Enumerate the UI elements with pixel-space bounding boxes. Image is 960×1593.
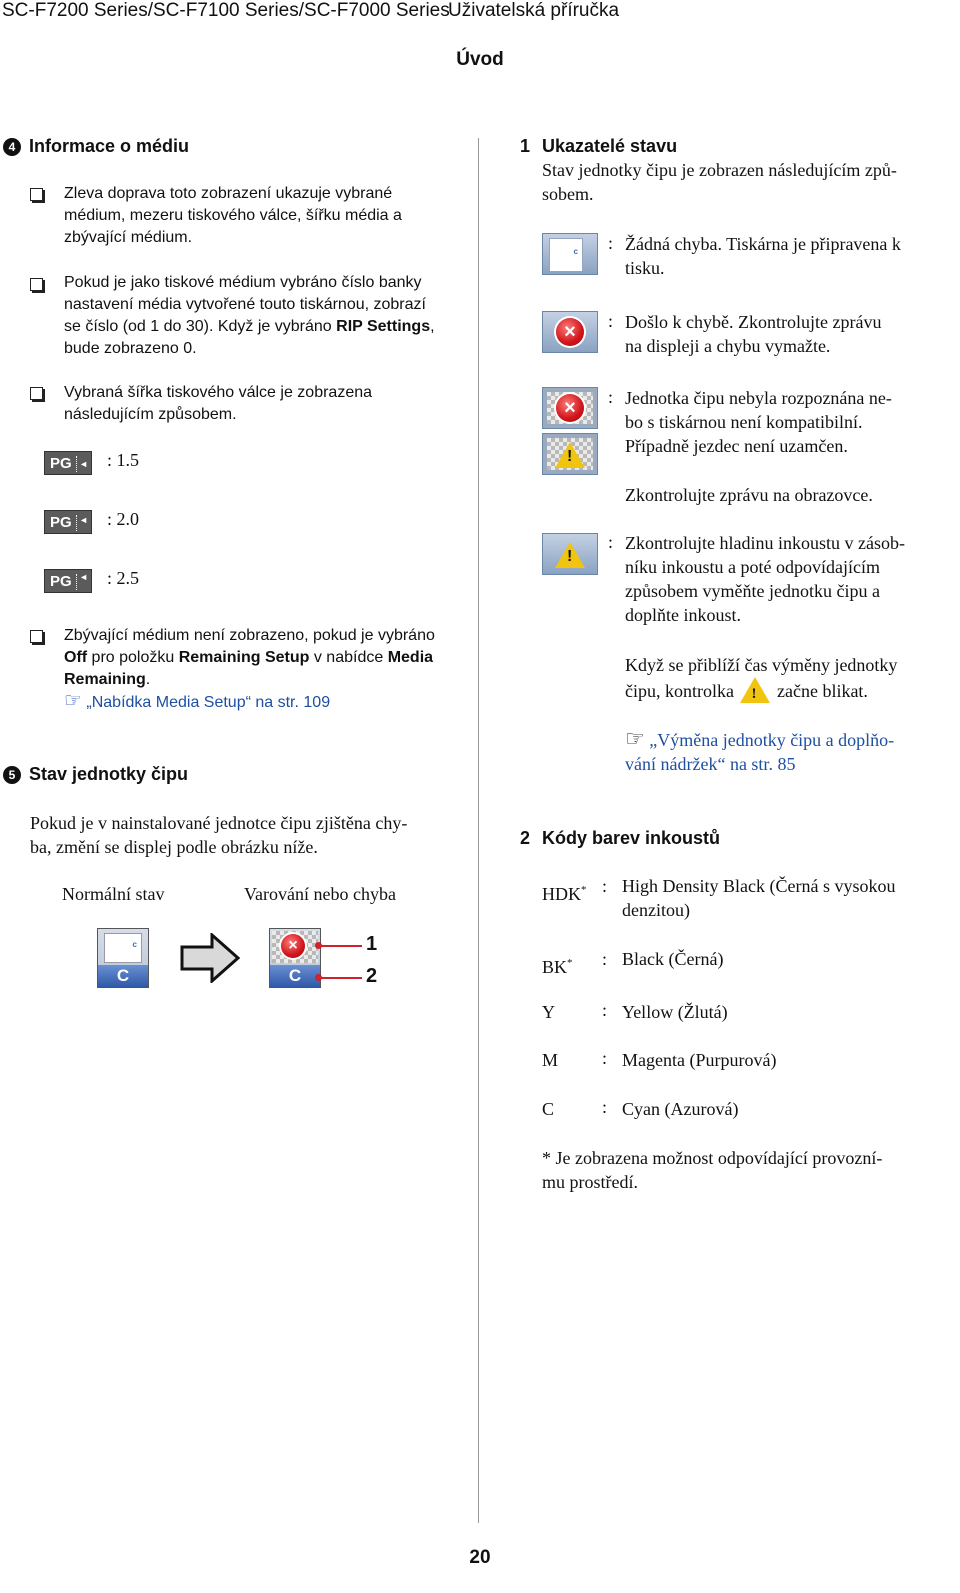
platen-gap-icon-1-5: PG ◄ bbox=[44, 451, 92, 475]
ink-colon: : bbox=[602, 876, 608, 896]
status-blink-note: Když se přiblíží čas výměny jednotky čipu, kontrolka ! začne blikat. bbox=[625, 655, 898, 702]
document-series-title: SC-F7200 Series/SC-F7100 Series/SC-F7000 Series bbox=[2, 0, 450, 21]
item-heading-media-info: Informace o médiu bbox=[29, 136, 190, 156]
platen-width-value-3: : 2.5 bbox=[107, 568, 140, 588]
status-desc-check-message: Zkontrolujte zprávu na obrazovce. bbox=[625, 485, 873, 505]
pointing-hand-icon: ☞ bbox=[64, 690, 82, 712]
bullet-checkbox-icon bbox=[30, 630, 43, 643]
link-media-setup-menu[interactable]: ☞ „Nabídka Media Setup“ na str. 109 bbox=[64, 690, 331, 712]
ink-colon: : bbox=[602, 1048, 608, 1068]
platen-gap-icon-2-0: PG ◄ bbox=[44, 510, 92, 534]
chip-ok-status-icon: c bbox=[542, 233, 598, 275]
ink-name-c: Cyan (Azurová) bbox=[622, 1099, 739, 1119]
bullet-text-bank-number: Pokud je jako tiskové médium vybráno číslo banky nastavení média vytvořené touto tiskárnou, zobrazí se číslo (od 1 do 30). Když je vybráno RIP Settings, bude zobrazeno 0. bbox=[64, 274, 435, 357]
status-colon: : bbox=[608, 387, 614, 407]
platen-gap-icon-2-5: PG ◄ bbox=[44, 569, 92, 593]
item-heading-chip-status: Stav jednotky čipu bbox=[29, 764, 189, 784]
chip-unrecognized-error-icon: × bbox=[542, 387, 598, 429]
ink-codes-section-number: 2 bbox=[520, 828, 531, 848]
item-number-5: 5 bbox=[3, 766, 21, 784]
status-desc-warning: Zkontrolujte hladinu inkoustu v zásob- níku inkoustu a poté odpovídajícím způsobem vyměňte jednotku čipu a doplňte inkoust. bbox=[625, 533, 905, 625]
ink-name-hdk: High Density Black (Černá s vysokou denzitou) bbox=[622, 876, 896, 920]
chip-error-status-icon: × bbox=[542, 311, 598, 353]
ink-name-m: Magenta (Purpurová) bbox=[622, 1050, 777, 1070]
bullet-checkbox-icon bbox=[30, 188, 43, 201]
ink-code-bk: BK* bbox=[542, 957, 573, 977]
status-colon: : bbox=[608, 311, 614, 331]
ink-colon: : bbox=[602, 1000, 608, 1020]
ink-code-c: C bbox=[542, 1099, 555, 1119]
status-colon: : bbox=[608, 532, 614, 552]
ink-name-bk: Black (Černá) bbox=[622, 949, 724, 969]
document-manual-title: Uživatelská příručka bbox=[448, 0, 620, 21]
column-divider bbox=[478, 138, 479, 1523]
callout-line-2 bbox=[318, 977, 362, 979]
ink-code-y: Y bbox=[542, 1002, 555, 1022]
label-warning-or-error: Varování nebo chyba bbox=[244, 884, 396, 904]
status-desc-error: Došlo k chybě. Zkontrolujte zprávu na displeji a chybu vymažte. bbox=[625, 312, 882, 356]
label-normal-state: Normální stav bbox=[62, 884, 165, 904]
transition-arrow-icon bbox=[180, 933, 240, 983]
chip-warning-status-icon: ! bbox=[542, 533, 598, 575]
page-number: 20 bbox=[469, 1547, 491, 1568]
chip-unit-error-icon: × C bbox=[269, 928, 321, 988]
status-colon: : bbox=[608, 233, 614, 253]
bullet-text-media-display: Zleva doprava toto zobrazení ukazuje vybrané médium, mezeru tiskového válce, šířku média a zbývající médium. bbox=[64, 185, 402, 246]
bullet-text-remaining-media: Zbývající médium není zobrazeno, pokud je vybráno Off pro položku Remaining Setup v nabídce Media Remaining. bbox=[64, 627, 435, 688]
callout-number-2: 2 bbox=[366, 965, 378, 987]
bullet-checkbox-icon bbox=[30, 278, 43, 291]
item-number-4: 4 bbox=[3, 138, 21, 156]
status-desc-not-recognized: Jednotka čipu nebyla rozpoznána ne- bo s tiskárnou není kompatibilní. Případně jezdec není uzamčen. bbox=[625, 388, 892, 456]
status-section-number: 1 bbox=[520, 136, 531, 156]
callout-line-1 bbox=[318, 945, 362, 947]
link-chip-replacement[interactable]: ☞ „Výměna jednotky čipu a doplňo- vání nádržek“ na str. 85 bbox=[625, 726, 895, 774]
chip-unrecognized-warning-icon: ! bbox=[542, 433, 598, 475]
bullet-text-platen-width: Vybraná šířka tiskového válce je zobrazena následujícím způsobem. bbox=[64, 384, 373, 423]
ink-code-hdk: HDK* bbox=[542, 884, 587, 904]
callout-number-1: 1 bbox=[366, 933, 378, 955]
platen-width-value-1: : 1.5 bbox=[107, 450, 140, 470]
section-title: Úvod bbox=[456, 49, 504, 70]
chip-unit-normal-icon: c C bbox=[97, 928, 149, 988]
status-section-heading: Ukazatelé stavu bbox=[542, 136, 678, 156]
ink-name-y: Yellow (Žlutá) bbox=[622, 1002, 728, 1022]
status-desc-no-error: Žádná chyba. Tiskárna je připravena k tisku. bbox=[625, 234, 901, 278]
chip-status-paragraph: Pokud je v nainstalované jednotce čipu zjištěna chy- ba, změní se displej podle obrázku níže. bbox=[30, 813, 408, 857]
platen-width-value-2: : 2.0 bbox=[107, 509, 140, 529]
pointing-hand-icon: ☞ bbox=[625, 726, 645, 751]
inline-warning-icon: ! bbox=[738, 677, 772, 701]
ink-code-m: M bbox=[542, 1050, 559, 1070]
ink-codes-footnote: * Je zobrazena možnost odpovídající provozní- mu prostředí. bbox=[542, 1148, 883, 1192]
ink-colon: : bbox=[602, 1097, 608, 1117]
bullet-checkbox-icon bbox=[30, 387, 43, 400]
status-section-intro: Stav jednotky čipu je zobrazen následujícím způ- sobem. bbox=[542, 160, 897, 204]
ink-colon: : bbox=[602, 949, 608, 969]
ink-codes-section-heading: Kódy barev inkoustů bbox=[542, 828, 721, 848]
